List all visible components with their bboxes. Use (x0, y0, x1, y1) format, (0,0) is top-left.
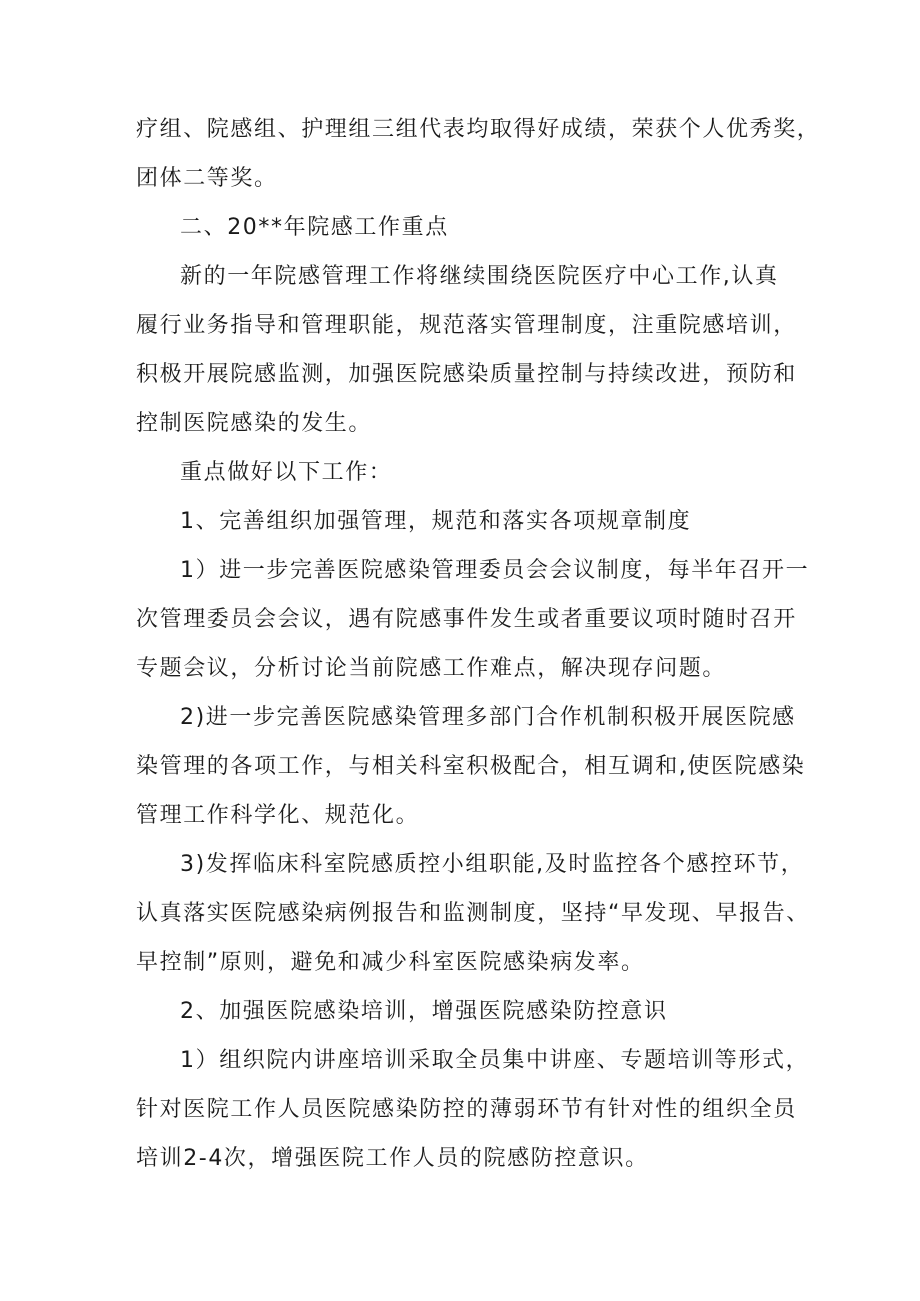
item-1-2-line-1: 2)进一步完善医院感染管理多部门合作机制积极开展医院感 (180, 705, 796, 730)
item-1-3-line-1: 3)发挥临床科室院感质控小组职能,及时监控各个感控环节， (180, 852, 805, 877)
paragraph-intro-line-1: 新的一年院感管理工作将继续围绕医院医疗中心工作,认真 (180, 264, 779, 289)
item-1-3-line-2: 认真落实医院感染病例报告和监测制度，坚持“早发现、早报告、 (136, 901, 810, 926)
section-heading-2: 二、20**年院感工作重点 (180, 215, 449, 240)
item-2-1-line-3: 培训2-4次，增强医院工作人员的院感防控意识。 (136, 1146, 649, 1171)
paragraph-key-tasks: 重点做好以下工作： (180, 460, 393, 485)
item-1-3-line-3: 早控制”原则，避免和减少科室医院感染病发率。 (136, 950, 645, 975)
item-2-1-line-2: 针对医院工作人员医院感染防控的薄弱环节有针对性的组织全员 (136, 1097, 797, 1122)
item-heading-2: 2、加强医院感染培训，增强医院感染防控意识 (180, 999, 668, 1024)
paragraph-award-summary-line-1: 疗组、院感组、护理组三组代表均取得好成绩，荣获个人优秀奖， (136, 117, 821, 142)
item-1-1-line-3: 专题会议，分析讨论当前院感工作难点，解决现存问题。 (136, 656, 727, 681)
paragraph-intro-line-2: 履行业务指导和管理职能，规范落实管理制度，注重院感培训， (136, 313, 797, 338)
paragraph-intro-line-3: 积极开展院感监测，加强医院感染质量控制与持续改进，预防和 (136, 362, 797, 387)
item-2-1-line-1: 1）组织院内讲座培训采取全员集中讲座、专题培训等形式， (180, 1048, 810, 1073)
item-1-1-line-2: 次管理委员会会议，遇有院感事件发生或者重要议项时随时召开 (136, 607, 797, 632)
paragraph-award-summary-line-2: 团体二等奖。 (136, 166, 278, 191)
item-1-2-line-2: 染管理的各项工作，与相关科室积极配合，相互调和,使医院感染 (136, 754, 806, 779)
item-1-2-line-3: 管理工作科学化、规范化。 (136, 803, 420, 828)
item-heading-1: 1、完善组织加强管理，规范和落实各项规章制度 (180, 509, 692, 534)
paragraph-intro-line-4: 控制医院感染的发生。 (136, 411, 373, 436)
item-1-1-line-1: 1）进一步完善医院感染管理委员会会议制度，每半年召开一 (180, 558, 810, 583)
